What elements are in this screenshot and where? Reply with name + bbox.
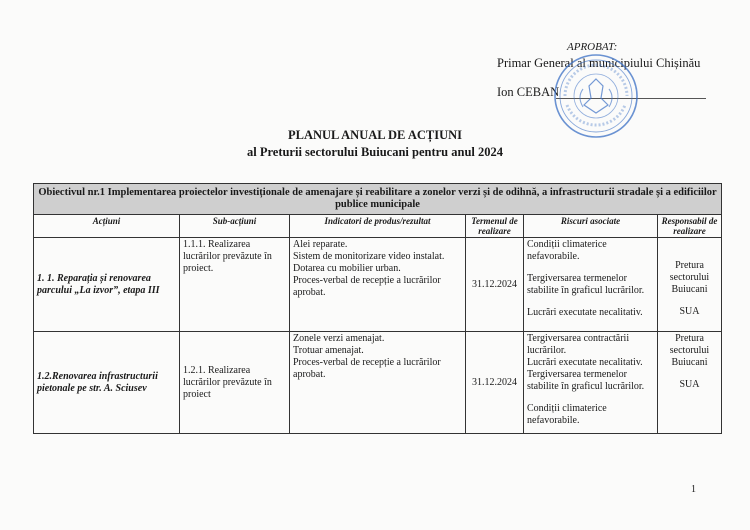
official-seal-icon [553,53,639,139]
document-title: PLANUL ANUAL DE ACȚIUNI [288,128,462,142]
responsible-item: SUA [679,306,700,317]
row-sub-actiune: 1.2.1. Realizarea lucrărilor prevăzute în proiect [180,332,290,434]
table-row [34,238,722,332]
risk-item: Lucrări executate necalitativ. [527,357,643,368]
approval-block [0,0,750,120]
page-number: 1 [691,484,696,495]
row-indicatori [290,332,466,434]
risk-item: Tergiversarea termenelor stabilite în graficul lucrărilor. [527,369,645,392]
responsible-item: Pretura sectorului Buiucani [669,333,710,368]
row-responsabil [658,238,722,332]
header-termen: Termenul de realizare [466,215,524,238]
indicator-item: Sistem de monitorizare video instalat. [293,251,445,262]
header-actiuni: Acțiuni [34,215,180,238]
header-indicatori: Indicatori de produs/rezultat [290,215,466,238]
header-sub-actiuni: Sub-acțiuni [180,215,290,238]
row-sub-actiune: 1.1.1. Realizarea lucrărilor prevăzute în proiect. [180,238,290,332]
risk-item: Condiții climaterice nefavorabile. [527,403,607,426]
row-actiune: 1. 1. Reparația și renovarea parcului „La izvor”, etapa III [34,238,180,332]
indicator-item: Trotuar amenajat. [293,345,364,356]
row-indicatori [290,238,466,332]
indicator-item: Proces-verbal de recepție a lucrărilor aprobat. [293,275,441,298]
responsible-item: SUA [679,379,700,390]
row-termen: 31.12.2024 [466,238,524,332]
approval-name: Ion CEBAN [497,85,560,99]
row-riscuri [524,238,658,332]
approval-title: Primar General al municipiului Chișinău [497,56,701,70]
objective-row [34,184,722,215]
header-row [34,215,722,238]
header-responsabil: Responsabil de realizare [658,215,722,238]
row-termen: 31.12.2024 [466,332,524,434]
indicator-item: Dotarea cu mobilier urban. [293,263,401,274]
document-subtitle: al Preturii sectorului Buiucani pentru anul 2024 [246,145,504,159]
objective-cell: Obiectivul nr.1 Implementarea proiectelor investiționale de amenajare și reabilitare a zonelor verzi și de odihnă, a infrastructurii stradale și a edificiilor publice municipale [34,184,722,215]
indicator-item: Alei reparate. [293,239,348,250]
approval-label: APROBAT: [567,41,618,53]
risk-item: Tergiversarea termenelor stabilite în graficul lucrărilor. [527,273,645,296]
row-responsabil [658,332,722,434]
indicator-item: Zonele verzi amenajat. [293,333,385,344]
row-riscuri [524,332,658,434]
indicator-item: Proces-verbal de recepție a lucrărilor aprobat. [293,357,441,380]
table-row [34,332,722,434]
row-actiune: 1.2.Renovarea infrastructurii pietonale pe str. A. Sciusev [34,332,180,434]
risk-item: Tergiversarea contractării lucrărilor. [527,333,630,356]
action-plan-table [33,183,722,434]
header-riscuri: Riscuri asociate [524,215,658,238]
responsible-item: Pretura sectorului Buiucani [669,260,710,295]
risk-item: Condiții climaterice nefavorabile. [527,239,607,262]
risk-item: Lucrări executate necalitativ. [527,307,643,318]
